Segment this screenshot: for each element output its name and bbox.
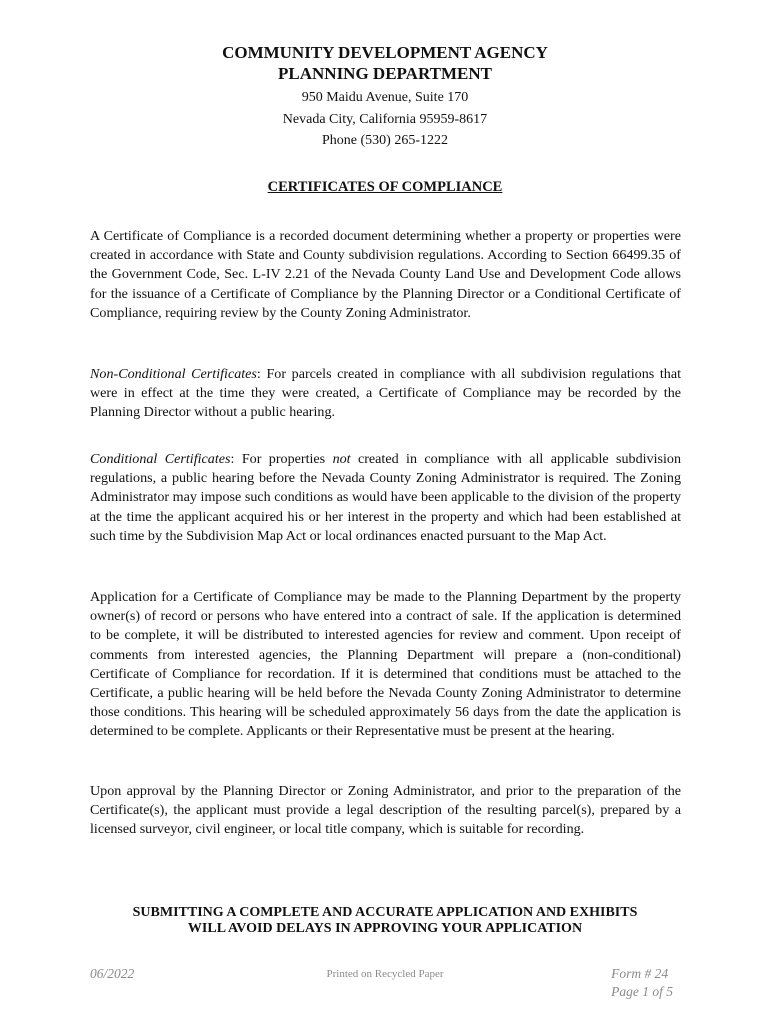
- non-conditional-label: Non-Conditional Certificates: [90, 366, 257, 382]
- application-paragraph: Application for a Certificate of Compliance may be made to the Planning Department by the property owner(s) of record or persons who have entered into a contract of sale. If the application is determined to be complete, it will be distributed to interested agencies for review and comment. Upon receipt of comments from interested agencies, the Planning Department will prepare a (non-conditional) Certificate of Compliance for recordation. If it is determined that conditions must be attached to the Certificate, a public hearing will be held before the Nevada County Zoning Administrator to determine those conditions. This hearing will be scheduled approximately 56 days from the date the application is determined to be complete. Applicants or their Representative must be present at the hearing.: [90, 589, 681, 740]
- department-name: PLANNING DEPARTMENT: [278, 64, 492, 83]
- non-conditional-paragraph: [90, 365, 681, 423]
- approval-paragraph: Upon approval by the Planning Director or Zoning Administrator, and prior to the preparation of the Certificate(s), the applicant must provide a legal description of the resulting parcel(s), prepared by a licensed surveyor, civil engineer, or local title company, which is suitable for recording.: [90, 783, 681, 838]
- conditional-not-emphasis: not: [332, 451, 351, 467]
- footer-form-info: [611, 965, 673, 1001]
- conditional-text-b: created in compliance with all applicable subdivision regulations, a public hearing before the Nevada County Zoning Administrator is required. The Zoning Administrator may impose such conditions as would have been applicable to the division of the property at the time the applicant acquired his or her interest in the property and which had been established at such time by the Subdivision Map Act or local ordinances enacted pursuant to the Map Act.: [90, 451, 682, 544]
- street-address: 950 Maidu Avenue, Suite 170: [301, 90, 469, 105]
- letterhead: [0, 42, 770, 152]
- closing-notice: [0, 905, 770, 937]
- city-state-zip: Nevada City, California 95959-8617: [282, 111, 488, 127]
- footer-recycled-note: Printed on Recycled Paper: [326, 968, 444, 980]
- closing-line-1: SUBMITTING A COMPLETE AND ACCURATE APPLICATION AND EXHIBITS: [132, 905, 638, 920]
- form-number: Form # 24: [611, 966, 669, 981]
- phone-number: Phone (530) 265-1222: [322, 133, 448, 148]
- closing-line-2: WILL AVOID DELAYS IN APPROVING YOUR APPLICATION: [187, 921, 583, 936]
- conditional-label: Conditional Certificates: [90, 451, 231, 467]
- intro-paragraph: A Certificate of Compliance is a recorded document determining whether a property or properties were created in accordance with State and County subdivision regulations. According to Section 66499.35 of the Government Code, Sec. L-IV 2.21 of the Nevada County Land Use and Development Code allows for the issuance of a Certificate of Compliance by the Planning Director or a Conditional Certificate of Compliance, requiring review by the County Zoning Administrator.: [90, 228, 681, 321]
- section-title: CERTIFICATES OF COMPLIANCE: [267, 179, 503, 195]
- page-number: Page 1 of 5: [611, 984, 673, 999]
- non-conditional-text: : For parcels created in compliance with all subdivision regulations that were in effect at the time they were created, a Certificate of Compliance may be recorded by the Planning Director without a public hearing.: [90, 366, 681, 421]
- conditional-text-a: : For properties: [230, 451, 333, 467]
- footer-date: 06/2022: [90, 966, 135, 981]
- conditional-paragraph: [90, 450, 681, 546]
- agency-name: COMMUNITY DEVELOPMENT AGENCY: [222, 43, 548, 62]
